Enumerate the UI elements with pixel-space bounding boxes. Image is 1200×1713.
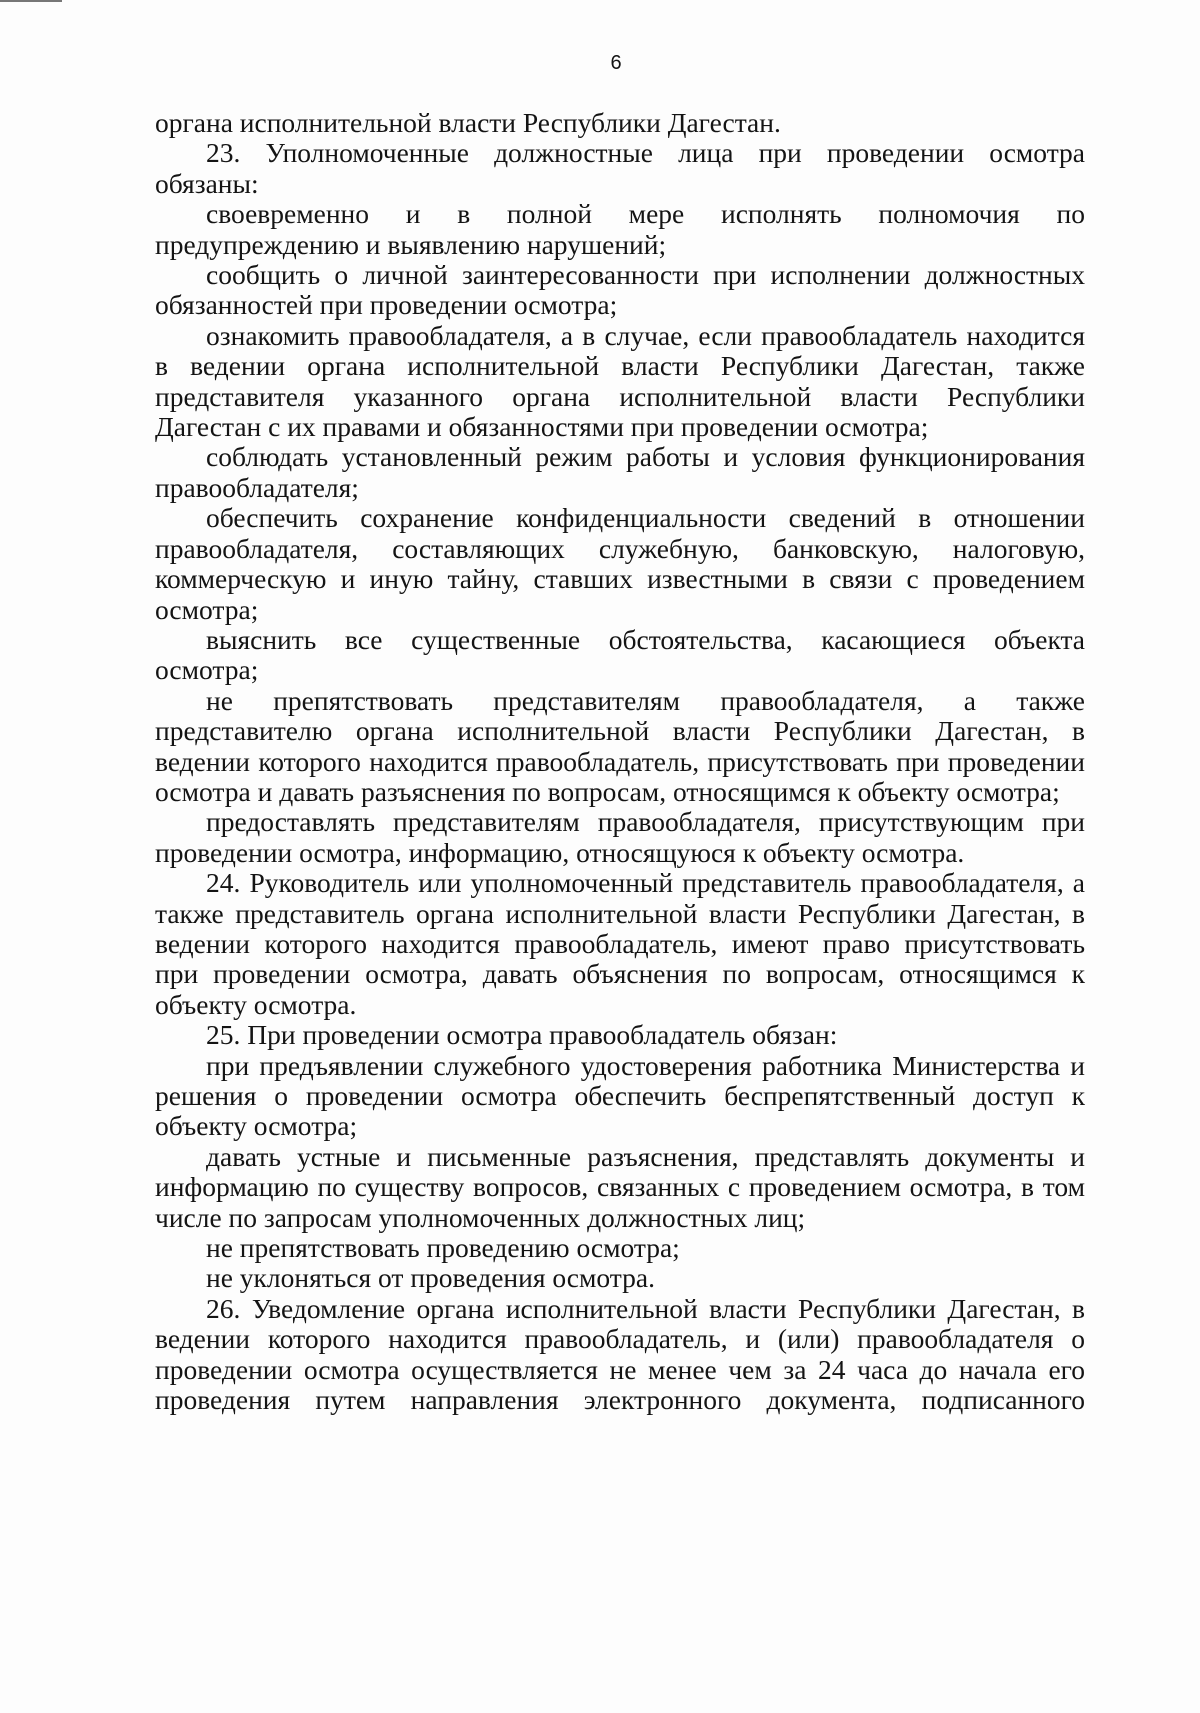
scan-edge-mark <box>0 0 62 2</box>
paragraph-obligation-2: давать устные и письменные разъяснения, представлять документы и информацию по существу вопросов, связанных с проведением осмотра, в том числе по запросам уполномоченных должностных лиц; <box>155 1140 1085 1233</box>
paragraph-obligation-1: при предъявлении служебного удостоверения работника Министерства и решения о проведении осмотра обеспечить беспрепятственный доступ к объекту осмотра; <box>155 1049 1085 1142</box>
paragraph-duty-4: соблюдать установленный режим работы и условия функционирования правообладателя; <box>155 441 1085 503</box>
paragraph-duty-6: выяснить все существенные обстоятельства, касающиеся объекта осмотра; <box>155 623 1085 686</box>
paragraph-obligation-3: не препятствовать проведению осмотра; <box>206 1232 680 1264</box>
paragraph-duty-3: ознакомить правообладателя, а в случае, если правообладатель находится в ведении органа исполнительной власти Республики Дагестан, также представителя указанного органа исполнительной власти Республики Дагестан с их правами и обязанностями при проведении осмотра; <box>155 319 1085 443</box>
paragraph-duty-5: обеспечить сохранение конфиденциальности сведений в отношении правообладателя, составляющих служебную, банковскую, налоговую, коммерческую и иную тайну, ставших известными в связи с проведением осмотра; <box>155 502 1085 625</box>
paragraph-duty-7: не препятствовать представителям правообладателя, а также представителю органа исполнительной власти Республики Дагестан, в ведении которого находится правообладатель, присутствовать при проведении осмотра и давать разъяснения по вопросам, относящимся к объекту осмотра; <box>155 684 1085 807</box>
paragraph-item-26: 26. Уведомление органа исполнительной власти Республики Дагестан, в ведении которого находится правообладатель, и (или) правообладателя о проведении осмотра осуществляется не менее чем за 24 часа до начала его проведения путем направления электронного документа, подписанного <box>155 1292 1085 1416</box>
paragraph-duty-8: предоставлять представителям правообладателя, присутствующим при проведении осмотра, информацию, относящуюся к объекту осмотра. <box>155 806 1085 868</box>
page-number: 6 <box>610 52 622 74</box>
paragraph-item-24: 24. Руководитель или уполномоченный представитель правообладателя, а также представитель органа исполнительной власти Республики Дагестан, в ведении которого находится правообладатель, имеют право присутствовать при проведении осмотра, давать объяснения по вопросам, относящимся к объекту осмотра. <box>155 867 1085 1020</box>
paragraph-item-25: 25. При проведении осмотра правообладатель обязан: <box>206 1019 838 1051</box>
paragraph-obligation-4: не уклоняться от проведения осмотра. <box>206 1262 655 1294</box>
paragraph-item-23: 23. Уполномоченные должностные лица при проведении осмотра обязаны: <box>155 137 1085 199</box>
document-body <box>155 108 1085 1415</box>
paragraph-continuation: органа исполнительной власти Республики Дагестан. <box>155 107 781 138</box>
paragraph-duty-1: своевременно и в полной мере исполнять полномочия по предупреждению и выявлению нарушений; <box>155 198 1085 260</box>
paragraph-duty-2: сообщить о личной заинтересованности при исполнении должностных обязанностей при проведении осмотра; <box>155 259 1085 321</box>
